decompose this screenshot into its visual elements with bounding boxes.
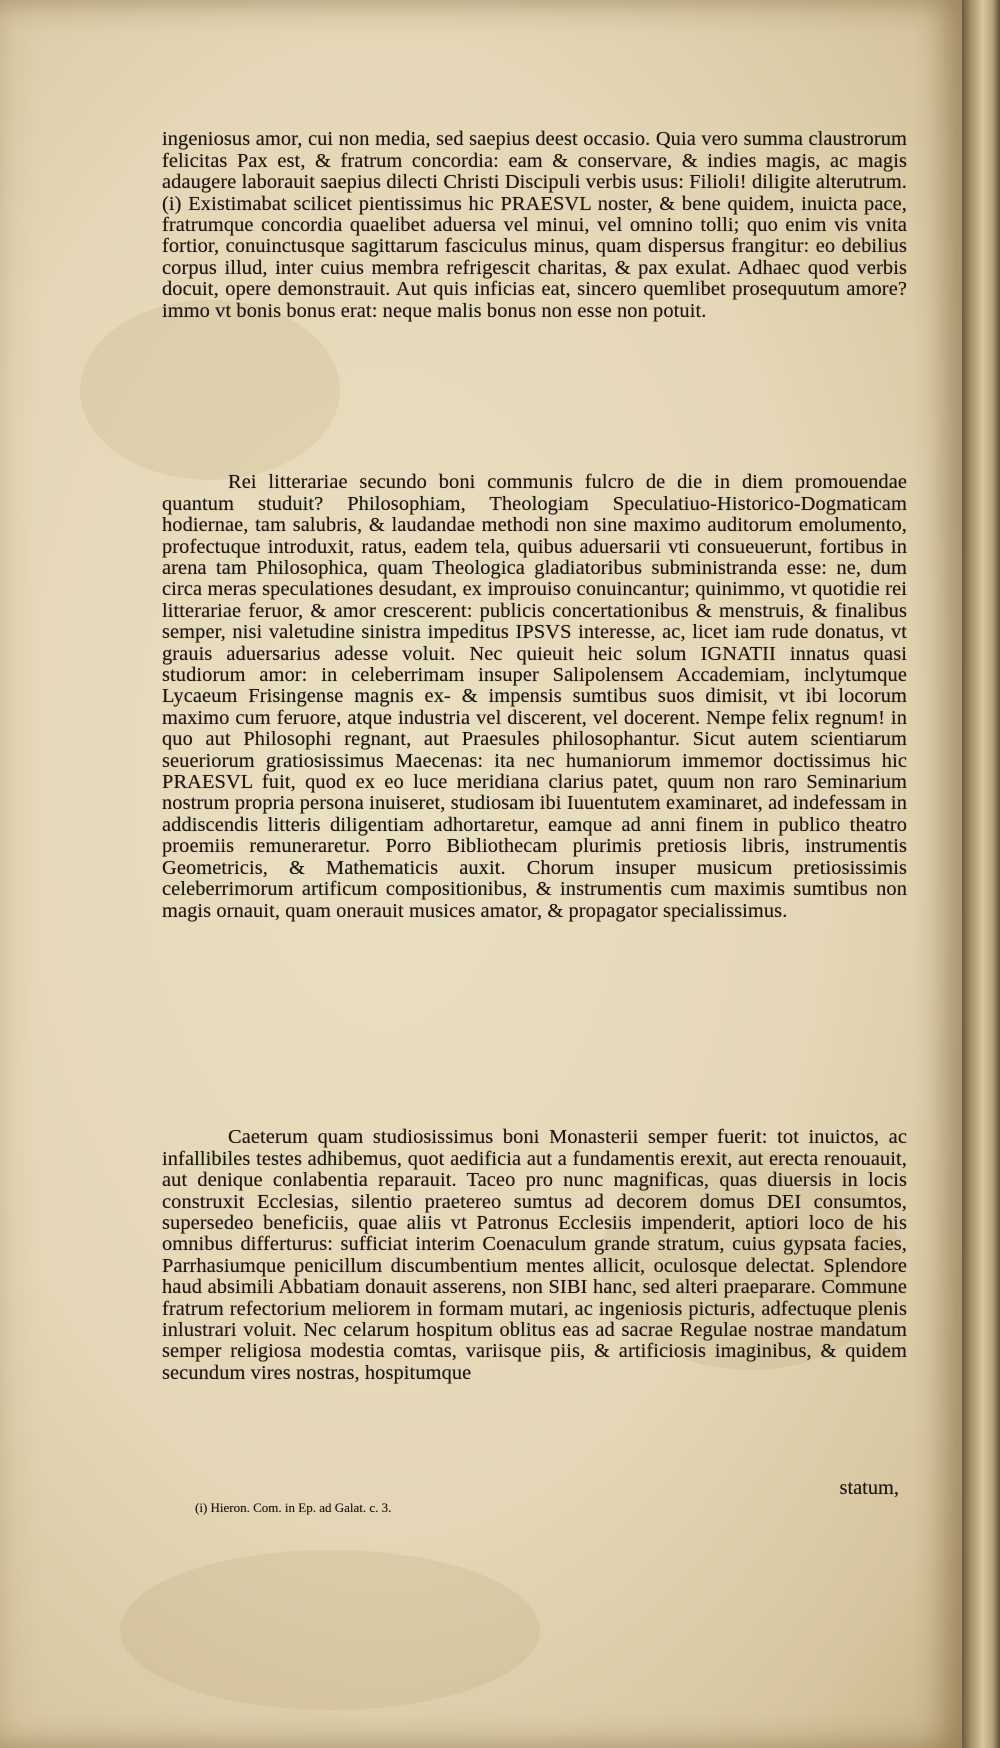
footnote: (i) Hieron. Com. in Ep. ad Galat. c. 3. (195, 1500, 392, 1515)
paragraph-3: Caeterum quam studiosissimus boni Monasterii semper fuerit: tot inuictos, ac infallibiles testes adhibemus, quot aedificia aut a fundamentis erexit, aut erecta renouauit, aut denique conlabentia reparauit. Taceo pro nunc magnificas, quas diuersis in locis construxit Ecclesias, silentio praetereo sumtus ad decorem domus DEI consumtos, supersedeo beneficiis, quae aliis vt Patronus Ecclesiis impenderit, aptiori loco de his omnibus differturus: sufficiat interim Coenaculum grande stratum, cuius gypsata facies, Parrhasiumque penicillum discumbentium mentes allicit, oculosque delectat. Splendore haud absimili Abbatiam donauit asserens, non SIBI hanc, sed alteri praeparare. Commune fratrum refectorium meliorem in formam mutari, ac ingeniosis picturis, adfectuque plenis inlustrari voluit. Nec celarum hospitum oblitus eas ad sacrae Regulae nostrae mandatum semper religiosa modestia comtas, variisque piis, & artificiosis imaginibus, & quidem secundum vires nostras, hospitumque (162, 1126, 907, 1384)
catchword: statum, (839, 1477, 899, 1499)
paper-stain (120, 1550, 540, 1710)
book-page-edges (962, 0, 1000, 1748)
paragraph-1: ingeniosus amor, cui non media, sed saepius deest occasio. Quia vero summa claustrorum felicitas Pax est, & fratrum concordia: eam & conservare, & indies magis, ac magis adaugere laborauit saepius dilecti Christi Discipuli verbis usus: Filioli! diligite alterutrum. (i) Existimabat scilicet pientissimus hic PRAESVL noster, & bene quidem, inuicta pace, fratrumque concordia quaelibet aduersa vel minui, vel omnino tolli; quo enim vis vnita fortior, conuinctusque sagittarum fasciculus minus, quam dispersus frangitur: eo debilius corpus illud, inter cuius membra refrigescit charitas, & pax exulat. Adhaec quod verbis docuit, opere demonstrauit. Aut quis inficias eat, sincero quemlibet prosequutum amore? immo vt bonis bonus erat: neque malis bonus non esse non potuit. (162, 128, 907, 322)
paper-stain (80, 300, 340, 480)
paragraph-2: Rei litterariae secundo boni communis fulcro de die in diem promouendae quantum studuit? Philosophiam, Theologiam Speculatiuo-Historico-Dogmaticam hodiernae, tam salubris, & laudandae methodi non sine maximo auditorum emolumento, profectuque introduxit, ratus, eadem tela, quibus aduersarii vti consueuerunt, fortibus in arena tam Philosophica, quam Theologica gladiatoribus subministranda esse: ne, dum circa meras speculationes desudant, ex improuiso conuincantur; quinimmo, vt quotidie rei litterariae feruor, & amor crescerent: publicis concertationibus & menstruis, & finalibus semper, nisi valetudine sinistra impeditus IPSVS interesse, ac, licet iam rude donatus, vt grauis aduersarius adesse voluit. Nec quieuit heic solum IGNATII innatus quasi studiorum amor: in celeberrimam insuper Salipolensem Accademiam, inclytumque Lycaeum Frisingense magnis ex- & impensis sumtibus suos dimisit, vt ibi locorum maximo cum feruore, atque industria vel discerent, vel docerent. Nempe felix regnum! in quo aut Philosophi regnant, aut Praesules philosophantur. Sicut autem scientiarum seueriorum gratiosissimus Maecenas: ita nec humaniorum immemor doctissimus hic PRAESVL fuit, quod ex eo luce meridiana clarius patet, quum non raro Seminarium nostrum propria persona inuiseret, studiosam ibi Iuuentutem examinaret, ad indefessam in addiscendis litteris diligentiam adhortaretur, eamque ad anni finem in publico theatro proemiis remuneraretur. Porro Bibliothecam plurimis pretiosis libris, instrumentis Geometricis, & Mathematicis auxit. Chorum insuper musicum pretiosissimis celeberrimorum artificum compositionibus, & instrumentis cum maximis sumtibus non magis ornauit, quam onerauit musices amator, & propagator specialissimus. (162, 471, 907, 922)
